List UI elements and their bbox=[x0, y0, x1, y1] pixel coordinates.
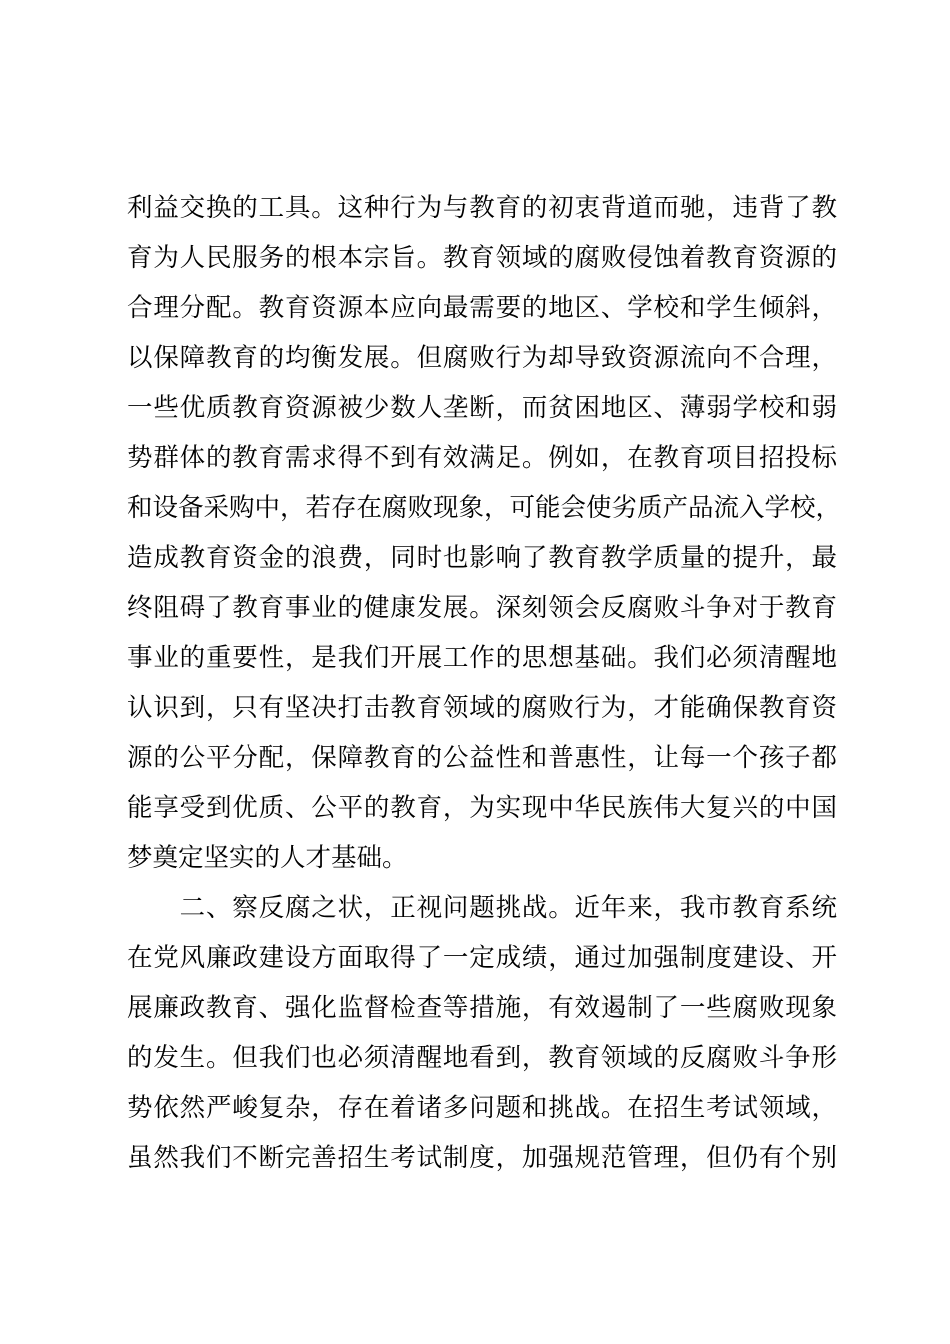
text-line: 终阻碍了教育事业的健康发展。深刻领会反腐败斗争对于教育 bbox=[127, 593, 837, 623]
text-line: 源的公平分配，保障教育的公益性和普惠性，让每一个孩子都 bbox=[127, 743, 837, 773]
text-line: 造成教育资金的浪费，同时也影响了教育教学质量的提升，最 bbox=[127, 543, 837, 573]
text-line: 势群体的教育需求得不到有效满足。例如，在教育项目招投标 bbox=[127, 443, 837, 473]
text-line: 育为人民服务的根本宗旨。教育领域的腐败侵蚀着教育资源的 bbox=[127, 243, 837, 273]
text-line: 一些优质教育资源被少数人垄断，而贫困地区、薄弱学校和弱 bbox=[127, 393, 837, 423]
text-line: 能享受到优质、公平的教育，为实现中华民族伟大复兴的中国 bbox=[127, 793, 837, 823]
text-line: 势依然严峻复杂，存在着诸多问题和挑战。在招生考试领域， bbox=[127, 1093, 837, 1123]
text-line: 虽然我们不断完善招生考试制度，加强规范管理，但仍有个别 bbox=[127, 1143, 837, 1173]
text-line: 和设备采购中，若存在腐败现象，可能会使劣质产品流入学校， bbox=[127, 493, 842, 523]
text-line: 事业的重要性，是我们开展工作的思想基础。我们必须清醒地 bbox=[127, 643, 837, 673]
text-line: 利益交换的工具。这种行为与教育的初衷背道而驰，违背了教 bbox=[127, 193, 837, 223]
text-line: 合理分配。教育资源本应向最需要的地区、学校和学生倾斜， bbox=[127, 293, 837, 323]
text-line: 以保障教育的均衡发展。但腐败行为却导致资源流向不合理， bbox=[127, 343, 837, 373]
section-heading-line: 二、察反腐之状，正视问题挑战。近年来，我市教育系统 bbox=[127, 893, 837, 923]
text-line: 梦奠定坚实的人才基础。 bbox=[127, 843, 408, 873]
body-text bbox=[127, 183, 842, 1183]
text-line: 认识到，只有坚决打击教育领域的腐败行为，才能确保教育资 bbox=[127, 693, 837, 723]
text-line: 展廉政教育、强化监督检查等措施，有效遏制了一些腐败现象 bbox=[127, 993, 837, 1023]
text-line: 的发生。但我们也必须清醒地看到，教育领域的反腐败斗争形 bbox=[127, 1043, 837, 1073]
text-line: 在党风廉政建设方面取得了一定成绩，通过加强制度建设、开 bbox=[127, 943, 837, 973]
